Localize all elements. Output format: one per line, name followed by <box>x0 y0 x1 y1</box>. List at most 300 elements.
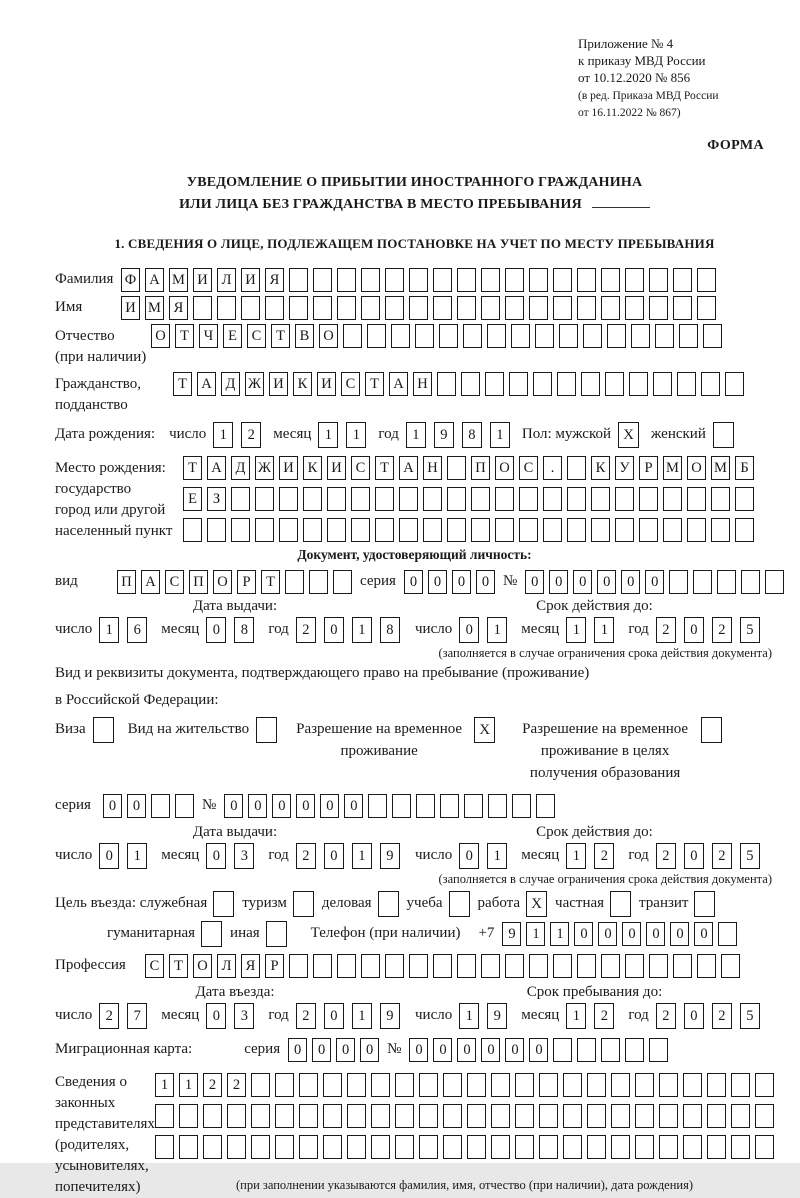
char-box: 1 <box>487 843 507 869</box>
char-box: 9 <box>502 922 521 946</box>
char-box <box>251 1073 270 1097</box>
birthplace-label-line1: Место рождения: <box>55 460 166 477</box>
char-box: 5 <box>740 1003 760 1029</box>
other-label: иная <box>230 925 260 942</box>
identity-doc-row <box>55 570 774 594</box>
char-box <box>351 487 370 511</box>
char-box <box>591 487 610 511</box>
char-box <box>423 518 442 542</box>
entry-dates <box>55 1003 774 1029</box>
residence-permit-checkbox <box>256 717 277 743</box>
char-box <box>265 296 284 320</box>
business-label: деловая <box>321 895 372 912</box>
char-box <box>543 487 562 511</box>
char-box: 0 <box>529 1038 548 1062</box>
char-box <box>731 1073 750 1097</box>
char-box: 0 <box>296 794 315 818</box>
char-box <box>577 954 596 978</box>
migration-card-label: Миграционная карта: <box>55 1041 193 1058</box>
work-label: работа <box>477 895 521 912</box>
char-box: 0 <box>206 843 226 869</box>
phone-label: Телефон (при наличии) <box>310 925 461 942</box>
char-box: Т <box>183 456 202 480</box>
purpose-other-checkbox <box>266 921 287 947</box>
char-box: А <box>389 372 408 396</box>
char-box <box>536 794 555 818</box>
char-box: 0 <box>428 570 447 594</box>
char-box <box>463 324 482 348</box>
char-box <box>755 1135 774 1159</box>
char-box: 0 <box>288 1038 307 1062</box>
surname-boxes <box>121 268 716 292</box>
char-box <box>279 487 298 511</box>
char-box: С <box>351 456 370 480</box>
identity-doc-date-headers <box>55 598 774 615</box>
char-box <box>659 1073 678 1097</box>
char-box <box>447 518 466 542</box>
char-box <box>683 1104 702 1128</box>
char-box <box>433 268 452 292</box>
char-box <box>718 922 737 946</box>
doc-series-label: серия <box>360 573 396 590</box>
stay-doc-date-headers <box>55 824 774 841</box>
char-box <box>649 268 668 292</box>
stay-doc-type-row <box>55 717 774 784</box>
title-underline <box>592 193 650 208</box>
identity-valid-month-boxes <box>566 617 614 643</box>
char-box <box>327 518 346 542</box>
char-box <box>337 296 356 320</box>
char-box: 1 <box>550 922 569 946</box>
char-box: Р <box>237 570 256 594</box>
legal-reps-label-line6: попечителях) <box>55 1179 141 1196</box>
char-box <box>557 372 576 396</box>
given-name-label: Имя <box>55 299 83 316</box>
purpose-private-checkbox <box>610 891 631 917</box>
char-box: З <box>207 487 226 511</box>
char-box <box>625 1038 644 1062</box>
patronymic-label <box>55 324 151 368</box>
char-box <box>309 570 328 594</box>
char-box <box>203 1135 222 1159</box>
char-box: 1 <box>213 422 233 448</box>
char-box <box>347 1135 366 1159</box>
char-box <box>703 324 722 348</box>
char-box <box>399 487 418 511</box>
char-box <box>653 372 672 396</box>
char-box <box>731 1104 750 1128</box>
char-box <box>415 324 434 348</box>
entry-day-boxes <box>99 1003 147 1029</box>
char-box <box>419 1135 438 1159</box>
char-box <box>193 296 212 320</box>
char-box: Т <box>173 372 192 396</box>
birthplace-label <box>55 456 183 542</box>
char-box <box>512 794 531 818</box>
given-name-boxes <box>121 296 716 320</box>
char-box <box>361 268 380 292</box>
entry-month-boxes <box>206 1003 254 1029</box>
legal-reps-boxes-row2 <box>155 1104 774 1128</box>
char-box <box>683 1073 702 1097</box>
char-box <box>443 1073 462 1097</box>
char-box: 0 <box>248 794 267 818</box>
form-title <box>55 172 774 216</box>
entry-date <box>55 1003 415 1029</box>
char-box <box>587 1135 606 1159</box>
char-box: Е <box>183 487 202 511</box>
char-box: 2 <box>712 1003 732 1029</box>
year-label: год <box>378 426 399 443</box>
char-box <box>457 954 476 978</box>
stay-until-month-boxes <box>566 1003 614 1029</box>
char-box <box>755 1073 774 1097</box>
identity-valid-date <box>415 617 760 643</box>
residence-permit-label: Вид на жительство <box>127 721 250 738</box>
char-box: 5 <box>740 617 760 643</box>
char-box: 9 <box>434 422 454 448</box>
char-box: 1 <box>346 422 366 448</box>
char-box: 2 <box>227 1073 246 1097</box>
char-box: П <box>117 570 136 594</box>
issue-date-header: Дата выдачи: <box>192 598 278 615</box>
char-box <box>279 518 298 542</box>
profession-label: Профессия <box>55 957 126 974</box>
char-box: 0 <box>312 1038 331 1062</box>
char-box: 1 <box>566 843 586 869</box>
char-box: 3 <box>234 1003 254 1029</box>
char-box: К <box>591 456 610 480</box>
legal-reps-label-line3: представителях <box>55 1116 155 1133</box>
birthplace-row <box>55 456 774 542</box>
char-box <box>687 518 706 542</box>
appendix-block <box>578 36 774 122</box>
char-box <box>539 1073 558 1097</box>
day-label: число <box>55 847 93 864</box>
char-box <box>553 268 572 292</box>
char-box <box>313 296 332 320</box>
char-box <box>533 372 552 396</box>
char-box <box>765 570 784 594</box>
char-box <box>203 1104 222 1128</box>
entry-date-headers <box>55 984 774 1001</box>
char-box <box>563 1104 582 1128</box>
char-box <box>217 296 236 320</box>
surname-label: Фамилия <box>55 271 114 288</box>
char-box <box>543 518 562 542</box>
sex-female-label: женский <box>651 426 706 443</box>
validity-note: (заполняется в случае ограничения срока действия документа) <box>438 646 772 661</box>
year-label: год <box>268 1007 289 1024</box>
char-box: М <box>663 456 682 480</box>
birth-day-boxes <box>213 422 261 448</box>
char-box: 0 <box>622 922 641 946</box>
char-box: 1 <box>352 1003 372 1029</box>
month-label: месяц <box>161 847 200 864</box>
form-title-line2: ИЛИ ЛИЦА БЕЗ ГРАЖДАНСТВА В МЕСТО ПРЕБЫВАНИЯ <box>179 197 582 213</box>
given-name-row <box>55 296 774 320</box>
stay-until-date <box>415 1003 760 1029</box>
char-box: Ж <box>245 372 264 396</box>
char-box: 0 <box>597 570 616 594</box>
temp-residence-label: Разрешение на временное проживание <box>296 721 463 759</box>
char-box <box>591 518 610 542</box>
char-box <box>655 324 674 348</box>
month-label: месяц <box>273 426 312 443</box>
char-box: 1 <box>526 922 545 946</box>
birth-month-boxes <box>318 422 366 448</box>
birthplace-label-line4: населенный пункт <box>55 523 173 540</box>
char-box <box>701 372 720 396</box>
char-box: 9 <box>487 1003 507 1029</box>
char-box: 2 <box>296 617 316 643</box>
char-box <box>392 794 411 818</box>
char-box <box>581 372 600 396</box>
char-box: 6 <box>127 617 147 643</box>
stay-doc-number-boxes <box>224 794 555 818</box>
char-box: 0 <box>360 1038 379 1062</box>
char-box: 1 <box>352 843 372 869</box>
char-box <box>416 794 435 818</box>
patronymic-label-line2: (при наличии) <box>55 349 147 366</box>
char-box <box>303 518 322 542</box>
char-box: 1 <box>406 422 426 448</box>
char-box <box>481 954 500 978</box>
char-box: 0 <box>525 570 544 594</box>
char-box: О <box>319 324 338 348</box>
purpose-work-checkbox: X <box>526 891 547 917</box>
char-box: 0 <box>670 922 689 946</box>
char-box: 1 <box>127 843 147 869</box>
char-box: 8 <box>234 617 254 643</box>
char-box: В <box>295 324 314 348</box>
char-box <box>725 372 744 396</box>
char-box: Т <box>169 954 188 978</box>
char-box: Я <box>169 296 188 320</box>
char-box <box>505 268 524 292</box>
char-box <box>611 1135 630 1159</box>
char-box <box>419 1073 438 1097</box>
char-box <box>735 487 754 511</box>
forma-label: ФОРМА <box>707 137 764 153</box>
char-box <box>485 372 504 396</box>
char-box <box>323 1073 342 1097</box>
char-box <box>275 1073 294 1097</box>
char-box <box>529 268 548 292</box>
char-box <box>625 954 644 978</box>
char-box: Я <box>265 268 284 292</box>
char-box <box>241 296 260 320</box>
char-box <box>563 1073 582 1097</box>
stay-until-day-boxes <box>459 1003 507 1029</box>
char-box: 1 <box>318 422 338 448</box>
appendix-line: Приложение № 4 <box>578 36 674 51</box>
char-box <box>371 1073 390 1097</box>
char-box: М <box>711 456 730 480</box>
char-box: И <box>317 372 336 396</box>
legal-reps-note: (при заполнении указываются фамилия, имя, отчество (при наличии), дата рождения) <box>235 1178 694 1193</box>
char-box <box>639 487 658 511</box>
char-box: 0 <box>324 617 344 643</box>
migration-number-boxes <box>409 1038 668 1062</box>
char-box <box>361 296 380 320</box>
char-box: А <box>145 268 164 292</box>
number-label: № <box>387 1041 402 1058</box>
char-box: А <box>141 570 160 594</box>
identity-issue-date <box>55 617 415 643</box>
char-box <box>299 1135 318 1159</box>
char-box: 1 <box>155 1073 174 1097</box>
patronymic-boxes <box>151 324 722 348</box>
char-box <box>567 456 586 480</box>
day-label: число <box>169 426 207 443</box>
year-label: год <box>268 847 289 864</box>
char-box <box>491 1104 510 1128</box>
birthplace-boxes-row3 <box>183 518 754 542</box>
legal-reps-label-line5: усыновителях, <box>55 1158 149 1175</box>
char-box: И <box>121 296 140 320</box>
char-box <box>491 1135 510 1159</box>
purpose-business-checkbox <box>378 891 399 917</box>
char-box <box>553 296 572 320</box>
char-box: 2 <box>296 843 316 869</box>
char-box <box>151 794 170 818</box>
char-box: 0 <box>206 617 226 643</box>
char-box <box>367 324 386 348</box>
char-box <box>255 487 274 511</box>
char-box: М <box>169 268 188 292</box>
char-box: 0 <box>127 794 146 818</box>
identity-issue-day-boxes <box>99 617 147 643</box>
char-box <box>337 268 356 292</box>
char-box <box>659 1104 678 1128</box>
month-label: месяц <box>521 1007 560 1024</box>
char-box: 0 <box>694 922 713 946</box>
sex-male-checkbox: X <box>618 422 639 448</box>
char-box: Е <box>223 324 242 348</box>
char-box <box>471 487 490 511</box>
char-box <box>155 1135 174 1159</box>
day-label: число <box>415 847 453 864</box>
study-label: учеба <box>406 895 443 912</box>
char-box: 0 <box>344 794 363 818</box>
char-box <box>635 1104 654 1128</box>
patronymic-label-line1: Отчество <box>55 328 115 345</box>
temp-residence-checkbox: X <box>474 717 495 743</box>
char-box: 0 <box>476 570 495 594</box>
legal-reps-boxes-row3 <box>155 1135 774 1159</box>
section1-heading: 1. СВЕДЕНИЯ О ЛИЦЕ, ПОДЛЕЖАЩЕМ ПОСТАНОВКЕ НА УЧЕТ ПО МЕСТУ ПРЕБЫВАНИЯ <box>114 236 715 252</box>
char-box <box>443 1135 462 1159</box>
char-box: 2 <box>712 843 732 869</box>
char-box <box>697 268 716 292</box>
char-box <box>735 518 754 542</box>
legal-reps-label <box>55 1070 155 1198</box>
char-box <box>601 954 620 978</box>
char-box: 0 <box>433 1038 452 1062</box>
char-box <box>553 954 572 978</box>
char-box <box>461 372 480 396</box>
char-box <box>529 296 548 320</box>
char-box: П <box>471 456 490 480</box>
char-box <box>659 1135 678 1159</box>
visa-checkbox <box>93 717 114 743</box>
char-box <box>673 954 692 978</box>
char-box <box>607 324 626 348</box>
year-label: год <box>628 621 649 638</box>
char-box: 0 <box>646 922 665 946</box>
char-box <box>717 570 736 594</box>
identity-valid-year-boxes <box>656 617 760 643</box>
char-box: 1 <box>352 617 372 643</box>
char-box <box>649 954 668 978</box>
profession-row <box>55 954 774 978</box>
char-box <box>179 1104 198 1128</box>
char-box <box>457 268 476 292</box>
char-box <box>615 518 634 542</box>
char-box: 2 <box>656 843 676 869</box>
stay-doc-series-row <box>55 794 774 818</box>
char-box: О <box>687 456 706 480</box>
char-box <box>347 1104 366 1128</box>
birth-date-row <box>55 422 774 448</box>
profession-boxes <box>145 954 740 978</box>
char-box <box>251 1104 270 1128</box>
stay-doc-issue-month-boxes <box>206 843 254 869</box>
char-box <box>447 487 466 511</box>
year-label: год <box>628 847 649 864</box>
char-box <box>755 1104 774 1128</box>
char-box <box>255 518 274 542</box>
stay-doc-paragraph-line2: в Российской Федерации: <box>55 692 219 709</box>
char-box <box>385 268 404 292</box>
char-box <box>488 794 507 818</box>
char-box <box>515 1073 534 1097</box>
legal-reps-label-line2: законных <box>55 1095 116 1112</box>
edition-line: от 16.11.2022 № 867) <box>578 107 681 120</box>
stay-doc-dates <box>55 843 774 869</box>
char-box <box>471 518 490 542</box>
doc-number-boxes <box>525 570 784 594</box>
char-box: 1 <box>566 617 586 643</box>
series-label: серия <box>244 1041 281 1058</box>
day-label: число <box>55 621 93 638</box>
char-box <box>673 296 692 320</box>
char-box <box>721 954 740 978</box>
char-box <box>395 1135 414 1159</box>
char-box <box>467 1135 486 1159</box>
char-box: А <box>399 456 418 480</box>
char-box <box>333 570 352 594</box>
char-box <box>509 372 528 396</box>
char-box <box>535 324 554 348</box>
month-label: месяц <box>521 847 560 864</box>
char-box: 1 <box>459 1003 479 1029</box>
doc-kind-label: вид <box>55 573 78 590</box>
char-box <box>583 324 602 348</box>
phone-boxes <box>502 922 737 946</box>
legal-reps-row <box>55 1070 774 1198</box>
char-box: 2 <box>656 1003 676 1029</box>
stay-doc-valid-date <box>415 843 760 869</box>
purpose-humanitarian-checkbox <box>201 921 222 947</box>
char-box <box>649 1038 668 1062</box>
citizenship-label-line1: Гражданство, <box>55 376 142 393</box>
char-box: 0 <box>481 1038 500 1062</box>
char-box: 0 <box>684 843 704 869</box>
temp-residence-edu-label: Разрешение на временное проживание в целях получения образования <box>522 721 689 781</box>
char-box: 0 <box>549 570 568 594</box>
